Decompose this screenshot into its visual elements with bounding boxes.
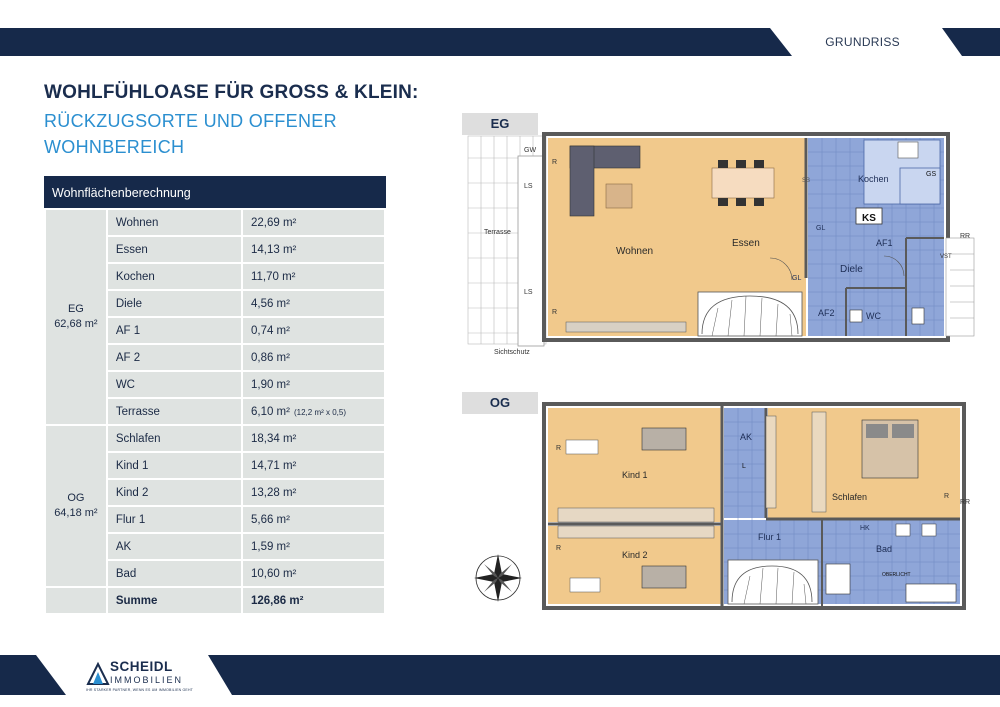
- room-name-cell: Terrasse: [107, 398, 242, 425]
- room-name-cell: Kochen: [107, 263, 242, 290]
- compass-rose: [474, 554, 522, 602]
- room-area-cell: [242, 425, 385, 452]
- label-diele: Diele: [840, 264, 863, 275]
- room-name-cell: Kind 1: [107, 452, 242, 479]
- sum-row: [45, 587, 385, 614]
- room-name-cell: Flur 1: [107, 506, 242, 533]
- sum-value: 126,86 m²: [242, 587, 385, 614]
- room-area-cell: [242, 452, 385, 479]
- room-name-cell: Diele: [107, 290, 242, 317]
- label-gl-2: GL: [792, 275, 802, 282]
- room-area-value: 10,60 m²: [250, 567, 297, 580]
- room-area-value: 1,59 m²: [250, 540, 290, 553]
- label-sb: SB: [802, 178, 811, 184]
- room-area-cell: [242, 371, 385, 398]
- room-area-cell: [242, 209, 385, 236]
- room-area-value: 5,66 m²: [250, 513, 290, 526]
- area-table-grid: [44, 208, 386, 615]
- room-name-cell: AF 1: [107, 317, 242, 344]
- room-name-cell: Kind 2: [107, 479, 242, 506]
- room-area-value: 4,56 m²: [250, 297, 290, 310]
- label-rr-og: RR: [960, 499, 971, 506]
- label-bad: Bad: [876, 544, 893, 554]
- label-wohnen: Wohnen: [616, 246, 654, 257]
- label-r-1: R: [552, 159, 558, 166]
- label-terrasse: Terrasse: [484, 229, 511, 236]
- label-ks: KS: [862, 213, 876, 224]
- room-name-cell: Bad: [107, 560, 242, 587]
- group-label: EG: [67, 303, 84, 315]
- sum-label: Summe: [107, 587, 242, 614]
- room-area-cell: [242, 560, 385, 587]
- group-cell-og: [45, 425, 107, 587]
- logo-sub: IMMOBILIEN: [110, 675, 184, 685]
- table-row: [45, 425, 385, 452]
- room-name-cell: Schlafen: [107, 425, 242, 452]
- group-cell-eg: [45, 209, 107, 425]
- room-area-cell: [242, 236, 385, 263]
- room-name-cell: AF 2: [107, 344, 242, 371]
- room-area-cell: [242, 479, 385, 506]
- label-gl-1: GL: [816, 225, 826, 232]
- plan-label-eg: EG: [462, 113, 538, 135]
- room-area-value: 18,34 m²: [250, 432, 297, 445]
- label-gs: GS: [926, 171, 937, 178]
- area-table: [44, 176, 386, 615]
- label-af2: AF2: [818, 308, 835, 318]
- logo-tagline: IHR STARKER PARTNER, WENN ES UM IMMOBILIEN GEHT: [86, 688, 194, 692]
- room-area-cell: [242, 290, 385, 317]
- room-area-cell: [242, 317, 385, 344]
- logo-brand: SCHEIDL: [110, 659, 173, 674]
- label-rr: RR: [960, 233, 971, 240]
- label-r-2: R: [552, 309, 558, 316]
- label-kind-1: Kind 1: [622, 470, 648, 480]
- room-area-cell: [242, 506, 385, 533]
- room-area-cell: [242, 398, 385, 425]
- label-ak: AK: [740, 432, 753, 442]
- staircase: [698, 292, 802, 336]
- label-gw: GW: [524, 147, 537, 154]
- label-r-og-2: R: [556, 545, 562, 552]
- page-title: WOHLFÜHLOASE FÜR GROSS & KLEIN:: [44, 82, 419, 103]
- room-name-cell: AK: [107, 533, 242, 560]
- plan-label-og: OG: [462, 392, 538, 414]
- sum-empty-cell: [45, 587, 107, 614]
- label-af1: AF1: [876, 238, 893, 248]
- label-schlafen: Schlafen: [832, 492, 868, 502]
- room-name-cell: WC: [107, 371, 242, 398]
- label-wc: WC: [866, 311, 881, 321]
- room-area-value: 6,10 m²: [250, 405, 290, 418]
- area-table-heading: Wohnflächenberechnung: [44, 176, 386, 208]
- room-area-value: 0,86 m²: [250, 351, 290, 364]
- room-kind-1: [548, 408, 722, 522]
- label-ls-1: LS: [524, 183, 533, 190]
- room-area-cell: [242, 263, 385, 290]
- label-vst: VST: [940, 254, 952, 260]
- room-name-cell: Essen: [107, 236, 242, 263]
- table-row: [45, 209, 385, 236]
- room-area-value: 11,70 m²: [250, 270, 296, 283]
- label-oberlicht: OBERLICHT: [882, 572, 911, 578]
- room-name-cell: Wohnen: [107, 209, 242, 236]
- group-total: 64,18 m²: [54, 507, 98, 519]
- section-label: GRUNDRISS: [825, 35, 900, 49]
- label-essen: Essen: [732, 238, 760, 249]
- room-area-value: 0,74 m²: [250, 324, 290, 337]
- label-ls-2: LS: [524, 289, 533, 296]
- room-area-value: 13,28 m²: [250, 486, 297, 499]
- group-label: OG: [67, 492, 85, 504]
- label-l-og: L: [742, 463, 746, 470]
- floor-plan-og: [466, 400, 976, 612]
- floor-plan-eg: [466, 128, 976, 358]
- label-hk: HK: [860, 525, 870, 532]
- room-area-value: 14,13 m²: [250, 243, 297, 256]
- room-area-cell: [242, 344, 385, 371]
- room-area-note: (12,2 m² x 0,5): [293, 407, 346, 417]
- label-sichtschutz: Sichtschutz: [494, 349, 530, 356]
- room-area-cell: [242, 533, 385, 560]
- label-r-og-3: R: [944, 493, 950, 500]
- label-r-og-1: R: [556, 445, 562, 452]
- logo-icon: [86, 660, 110, 686]
- room-area-value: 22,69 m²: [250, 216, 297, 229]
- room-area-value: 14,71 m²: [250, 459, 297, 472]
- label-kochen: Kochen: [858, 174, 889, 184]
- staircase-og: [728, 560, 818, 604]
- label-kind-2: Kind 2: [622, 550, 648, 560]
- label-flur-1: Flur 1: [758, 532, 782, 542]
- room-area-value: 1,90 m²: [250, 378, 290, 391]
- page-subtitle: RÜCKZUGSORTE UND OFFENER WOHNBEREICH: [44, 111, 337, 157]
- group-total: 62,68 m²: [54, 318, 98, 330]
